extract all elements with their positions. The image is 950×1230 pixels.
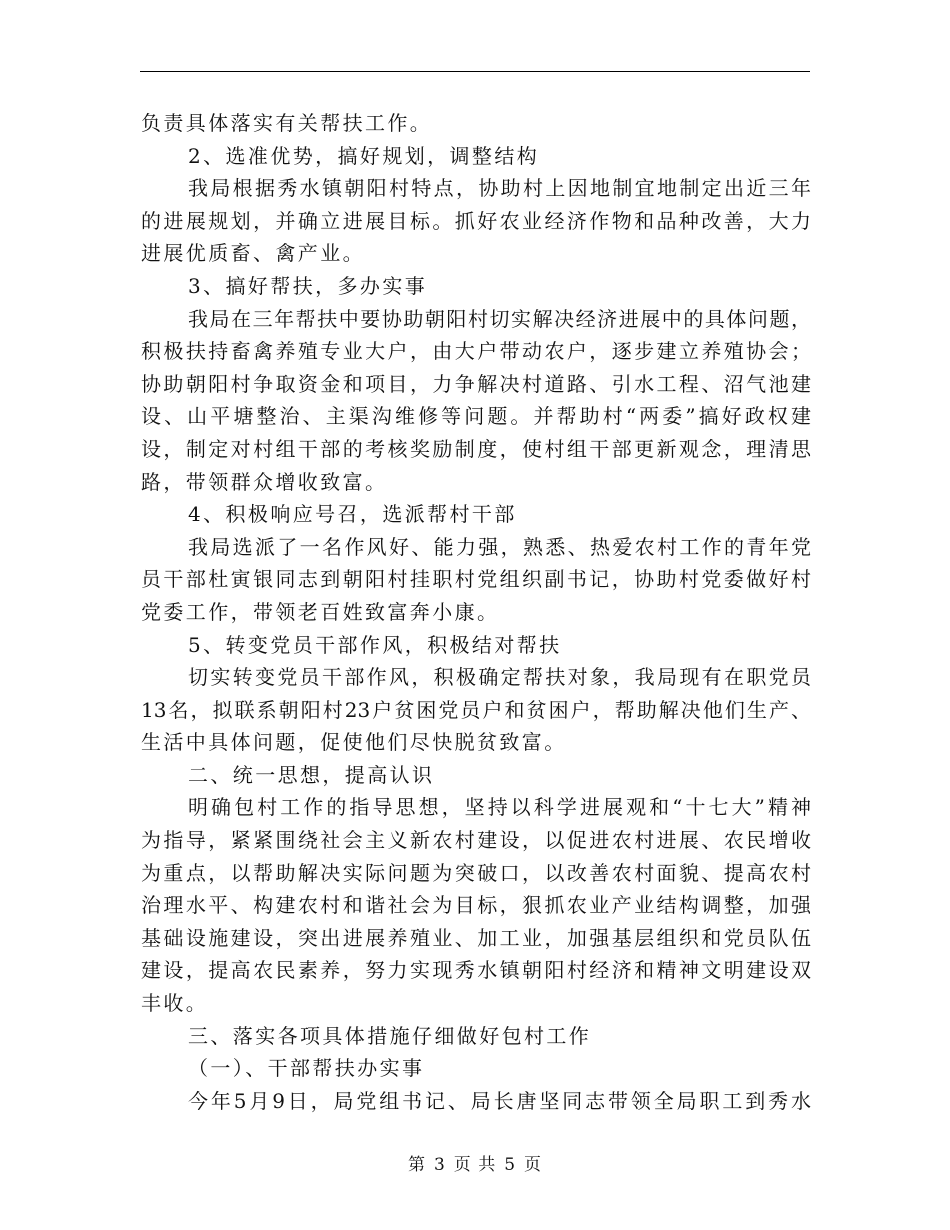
text-line: 2、选准优势，搞好规划，调整结构 [188, 143, 540, 168]
text-line: 切实转变党员干部作风，积极确定帮扶对象，我局现有在职党员 [188, 665, 811, 690]
text-line: 进展优质畜、禽产业。 [141, 241, 365, 266]
text-line: 基础设施建设，突出进展养殖业、加工业，加强基层组织和党员队伍 [141, 925, 811, 950]
document-body [141, 107, 811, 1117]
text-line: 建设，提高农民素养，努力实现秀水镇朝阳村经济和精神文明建设双 [141, 958, 811, 983]
text-line: 路，带领群众增收致富。 [141, 469, 388, 494]
text-line: 积极扶持畜禽养殖专业大户，由大户带动农户，逐步建立养殖协会； [141, 339, 811, 364]
footer-middle: 页 共 [453, 1155, 497, 1175]
text-line: 设，制定对村组干部的考核奖励制度，使村组干部更新观念，理清思 [141, 436, 811, 461]
text-line: 为指导，紧紧围绕社会主义新农村建设，以促进农村进展、农民增收 [141, 828, 811, 853]
text-line: 党委工作，带领老百姓致富奔小康。 [141, 599, 500, 624]
text-line: 我局选派了一名作风好、能力强，熟悉、热爱农村工作的青年党 [188, 534, 811, 559]
text-line: 治理水平、构建农村和谐社会为目标，狠抓农业产业结构调整，加强 [141, 893, 811, 918]
text-line: 设、山平塘整治、主渠沟维修等问题。并帮助村“两委”搞好政权建 [141, 404, 811, 429]
footer-current-page: 3 [433, 1155, 446, 1175]
text-line: 员干部杜寅银同志到朝阳村挂职村党组织副书记，协助村党委做好村 [141, 567, 811, 592]
header-rule [140, 71, 810, 72]
text-line: 明确包村工作的指导思想，坚持以科学进展观和“十七大”精神 [188, 795, 811, 820]
text-line: 负责具体落实有关帮扶工作。 [141, 111, 433, 135]
footer-total-pages: 5 [504, 1155, 517, 1175]
page-footer [0, 1150, 950, 1175]
text-line: 今年5月9日，局党组书记、局长唐坚同志带领全局职工到秀水 [188, 1088, 811, 1113]
text-line: 4、积极响应号召，选派帮村干部 [188, 502, 517, 527]
text-line: 我局在三年帮扶中要协助朝阳村切实解决经济进展中的具体问题， [188, 306, 811, 331]
text-line: 三、落实各项具体措施仔细做好包村工作 [188, 1023, 592, 1048]
text-line: 的进展规划，并确立进展目标。抓好农业经济作物和品种改善，大力 [141, 208, 811, 233]
text-line: 13名，拟联系朝阳村23户贫困党员户和贫困户，帮助解决他们生产、 [141, 697, 811, 722]
text-line: 为重点，以帮助解决实际问题为突破口，以改善农村面貌、提高农村 [141, 860, 811, 885]
footer-prefix: 第 [407, 1155, 426, 1175]
text-line: （一）、干部帮扶办实事 [188, 1056, 425, 1081]
text-line: 协助朝阳村争取资金和项目，力争解决村道路、引水工程、沼气池建 [141, 371, 811, 396]
text-line: 丰收。 [141, 991, 209, 1016]
text-line: 二、统一思想，提高认识 [188, 762, 435, 787]
text-line: 生活中具体问题，促使他们尽快脱贫致富。 [141, 730, 567, 755]
text-line: 5、转变党员干部作风，积极结对帮扶 [188, 632, 562, 657]
text-line: 我局根据秀水镇朝阳村特点，协助村上因地制宜地制定出近三年 [188, 176, 811, 201]
text-line: 3、搞好帮扶，多办实事 [188, 273, 428, 298]
footer-suffix: 页 [524, 1155, 543, 1175]
